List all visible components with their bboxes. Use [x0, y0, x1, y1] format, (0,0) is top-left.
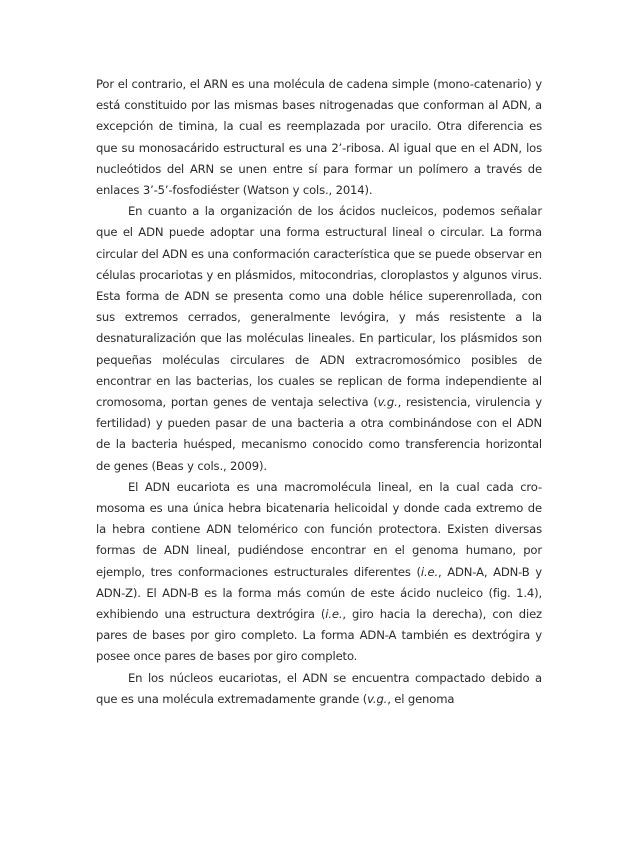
text-run-italic: i.e. [325, 607, 343, 622]
paragraph-rna [96, 74, 542, 201]
text-run-italic: v.g. [367, 691, 388, 706]
text-run: , ADN-A, ADN-B y ADN-Z). El ADN-B es la forma más común de este ácido nucleico (fig. 1.4), exhibiendo una estructura dextrógira ( [96, 564, 542, 622]
text-run: Por el contrario, el ARN es una molécula de cadena simple (mono-catenario) y está constituido por las mismas bases nitrogenadas que conforman al ADN, a excepción de timina, la cual es reemplazada por uracilo. Otra diferencia es que su monosacárido estructural es una 2’-ribosa. Al igual que en el ADN, los nucleótidos del ARN se unen entre sí para formar un polímero a través de enlaces 3’-5’-fosfodiéster (Watson y cols., 2014). [96, 77, 542, 198]
paragraph-nucleic-acid-organization [96, 201, 542, 477]
text-run: El ADN eucariota es una macromolécula lineal, en la cual cada cro-mosoma es una única hebra bicatenaria helicoidal y donde cada extremo de la hebra contiene ADN telomérico con función protectora. Existen diversas formas de ADN lineal, pudiéndose encontrar en el genoma humano, por ejemplo, tres conformaciones estructurales diferentes ( [96, 479, 542, 579]
text-run: En cuanto a la organización de los ácidos nucleicos, podemos señalar que el ADN puede adoptar una forma estructural lineal o circular. La forma circular del ADN es una conformación característica que se puede observar en células procariotas y en plásmidos, mitocondrias, cloroplastos y algunos virus. Esta forma de ADN se presenta como una doble hélice superenrollada, con sus extremos cerrados, generalmente levógira, y más resistente a la desnaturalización que las moléculas lineales. En particular, los plásmidos son pequeñas moléculas circulares de ADN extracromosómico posibles de encontrar en las bacterias, los cuales se replican de forma independiente al cromosoma, portan genes de ventaja selectiva ( [96, 204, 542, 410]
text-run-italic: i.e. [420, 564, 438, 579]
text-run: , resistencia, virulencia y fertilidad) y pueden pasar de una bacteria a otra combinándose con el ADN de la bacteria huésped, mecanismo conocido como transferencia horizontal de genes (Beas y cols., 2009). [96, 395, 542, 473]
body-text [96, 74, 542, 710]
text-run-italic: v.g. [377, 395, 398, 410]
paragraph-eukaryotic-dna [96, 477, 542, 668]
text-run: , el genoma [387, 691, 455, 706]
text-run: , giro hacia la derecha), con diez pares de bases por giro completo. La forma ADN-A también es dextrógira y posee once pares de bases por giro completo. [96, 607, 542, 664]
paragraph-eukaryotic-nuclei [96, 668, 542, 710]
text-run: En los núcleos eucariotas, el ADN se encuentra compactado debido a que es una molécula extremadamente grande ( [96, 670, 542, 706]
